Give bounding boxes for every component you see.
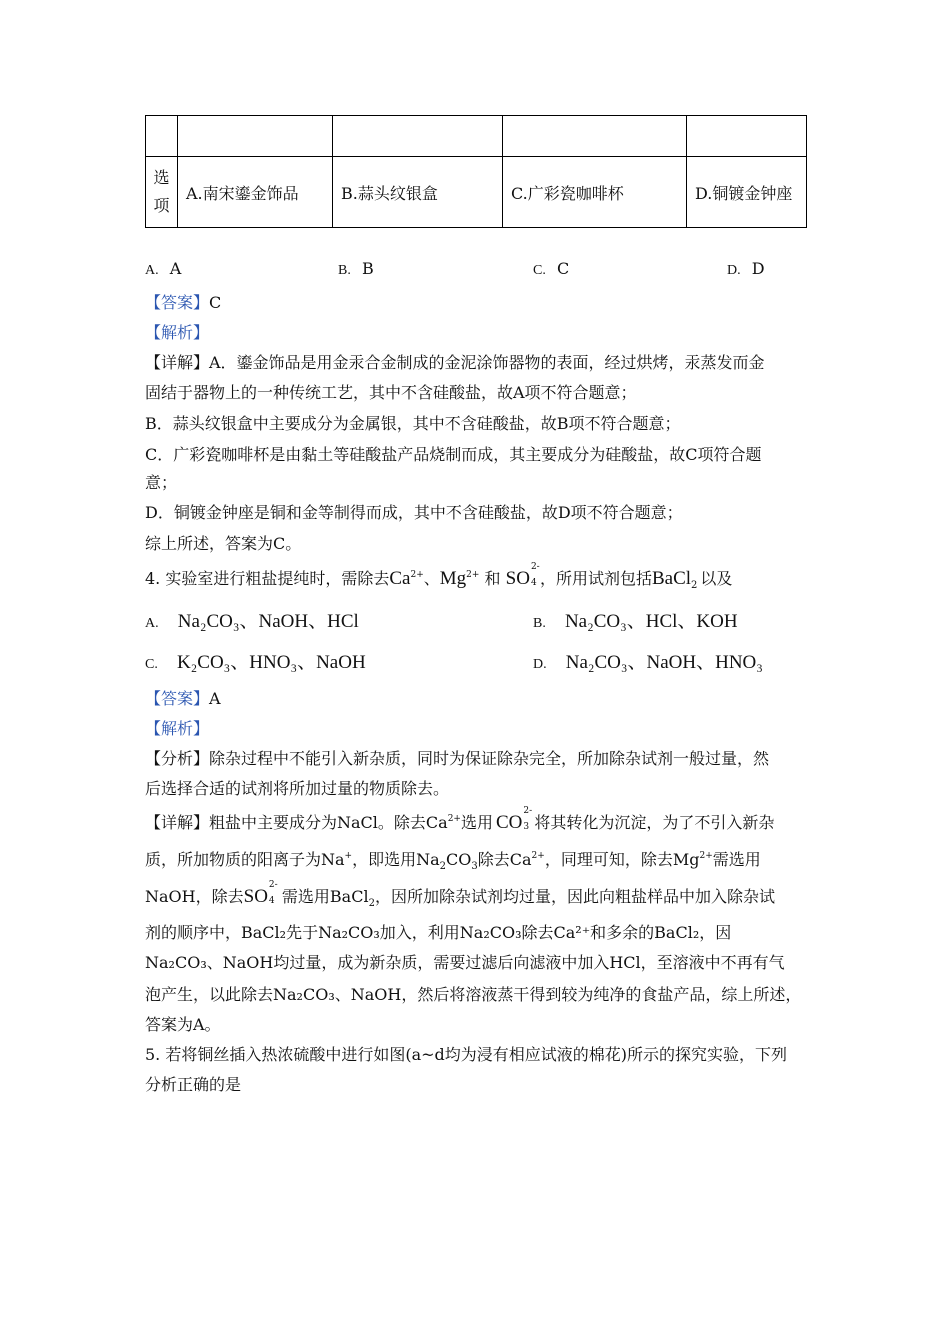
row-label-top: 选 xyxy=(153,168,170,187)
charge: 2- xyxy=(530,562,540,572)
choice-letter: A. xyxy=(145,263,159,278)
stem-text: ，所用试剂包括 xyxy=(539,569,652,588)
option-cell-c: C.广彩瓷咖啡杯 xyxy=(503,157,687,228)
ion-scripts xyxy=(522,806,534,832)
q5-stem-line: 5. 若将铜丝插入热浓硫酸中进行如图(a~d均为浸有相应试液的棉花)所示的探究实验，下列 xyxy=(145,1045,788,1064)
detail-text: 除去Ca xyxy=(477,850,532,869)
row-label xyxy=(146,157,178,228)
subscript: 4 xyxy=(268,896,275,906)
subscript: 3 xyxy=(523,822,530,832)
charge: 2+ xyxy=(699,851,713,861)
option-letter: B. xyxy=(533,616,546,631)
q4-detail-line-7: 答案为A。 xyxy=(145,1015,221,1034)
q3-detail-line: C．广彩瓷咖啡杯是由黏土等硅酸盐产品烧制而成，其主要成分为硅酸盐，故C项符合题 xyxy=(145,445,762,464)
answer-tag: 【答案】 xyxy=(145,689,210,708)
detail-text: ，因所加除杂试剂均过量，因此向粗盐样品中加入除杂试 xyxy=(374,887,775,906)
formula-co3: CO xyxy=(495,812,523,833)
q4-analysis-tag: 【解析】 xyxy=(145,719,210,738)
detail-text: 【详解】粗盐中主要成分为NaCl。除去Ca xyxy=(145,813,448,832)
subscript: 2 xyxy=(439,861,447,872)
detail-text: NaOH，除去 xyxy=(145,887,244,906)
q4-stem xyxy=(145,562,733,591)
q3-detail-line: 【详解】A．鎏金饰品是用金汞合金制成的金泥涂饰器物的表面，经过烘烤，汞蒸发而金 xyxy=(145,353,765,372)
charge: 2- xyxy=(268,880,278,890)
choice-d[interactable] xyxy=(727,259,765,279)
answer-value: C xyxy=(209,293,222,312)
choice-letter: B. xyxy=(338,263,351,278)
option-cell-b: B.蒜头纹银盒 xyxy=(333,157,503,228)
q4-option-d[interactable] xyxy=(533,647,763,674)
q3-detail-line: 意； xyxy=(145,473,178,492)
detail-text: ，即选用Na xyxy=(352,850,440,869)
stem-text: 4. 实验室进行粗盐提纯时，需除去 xyxy=(145,569,390,588)
q5-stem-line: 分析正确的是 xyxy=(145,1075,242,1094)
q3-detail-line: 固结于器物上的一种传统工艺，其中不含硅酸盐，故A项不符合题意； xyxy=(145,383,637,402)
table-row xyxy=(146,157,807,228)
choice-value: D xyxy=(751,259,765,278)
q4-detail-line-6: 泡产生，以此除去Na₂CO₃、NaOH，然后将溶液蒸干得到较为纯净的食盐产品，综上所述， xyxy=(145,985,802,1004)
choice-value: C xyxy=(556,259,570,278)
q4-fenxi-line: 【分析】除杂过程中不能引入新杂质，同时为保证除杂完全，所加除杂试剂一般过量，然 xyxy=(145,749,770,768)
formula-so4: SO xyxy=(505,568,530,589)
table-cell xyxy=(687,116,807,157)
option-letter: A. xyxy=(145,616,159,631)
option-text: Na₂CO₃、NaOH、HCl xyxy=(177,611,359,632)
table-cell xyxy=(333,116,503,157)
table-cell xyxy=(178,116,333,157)
q3-detail-line: 综上所述，答案为C。 xyxy=(145,534,302,553)
options-table xyxy=(145,115,807,228)
q3-detail-line: B．蒜头纹银盒中主要成分为金属银，其中不含硅酸盐，故B项不符合题意； xyxy=(145,414,681,433)
charge: + xyxy=(344,851,353,861)
q4-option-c[interactable] xyxy=(145,647,366,674)
q3-analysis-tag: 【解析】 xyxy=(145,323,210,342)
q4-detail-line-5: Na₂CO₃、NaOH均过量，成为新杂质，需要过滤后向滤液中加入HCl，至溶液中不再有气 xyxy=(145,953,785,972)
subscript: 4 xyxy=(530,578,537,588)
option-letter: D. xyxy=(533,657,547,672)
charge: 2+ xyxy=(531,851,545,861)
answer-tag: 【答案】 xyxy=(145,293,210,312)
option-text: K₂CO₃、HNO₃、NaOH xyxy=(176,652,366,673)
ion-scripts xyxy=(268,880,282,906)
table-cell xyxy=(503,116,687,157)
detail-text: 需选用BaCl xyxy=(281,887,369,906)
choice-value: A xyxy=(169,259,182,278)
q4-detail-line-1 xyxy=(145,806,775,834)
choice-c[interactable] xyxy=(533,259,569,279)
formula-so4: SO xyxy=(243,886,268,907)
q3-answer xyxy=(145,290,221,313)
q4-answer xyxy=(145,686,221,709)
option-text: Na₂CO₃、HCl、KOH xyxy=(564,611,738,632)
option-cell-a: A.南宋鎏金饰品 xyxy=(178,157,333,228)
choice-b[interactable] xyxy=(338,259,374,279)
formula-bacl2: BaCl xyxy=(651,568,692,589)
option-letter: C. xyxy=(145,657,158,672)
detail-text: 质，所加物质的阳离子为Na xyxy=(145,850,345,869)
ion-scripts xyxy=(530,562,540,588)
charge: 2- xyxy=(523,806,533,816)
choice-letter: D. xyxy=(727,263,741,278)
answer-value: A xyxy=(209,689,221,708)
table-header-row xyxy=(146,116,807,157)
stem-text: 和 xyxy=(484,569,501,588)
option-cell-d: D.铜镀金钟座 xyxy=(687,157,807,228)
choice-letter: C. xyxy=(533,263,546,278)
charge: 2+ xyxy=(447,814,461,824)
option-text: Na₂CO₃、NaOH、HNO₃ xyxy=(565,652,763,673)
q4-fenxi-line: 后选择合适的试剂将所加过量的物质除去。 xyxy=(145,779,450,798)
choice-value: B xyxy=(361,259,374,278)
q4-detail-line-4: 剂的顺序中，BaCl₂先于Na₂CO₃加入，利用Na₂CO₃除去Ca²⁺和多余的BaCl₂，因 xyxy=(145,923,732,942)
detail-text: 将其转化为沉淀，为了不引入新杂 xyxy=(534,813,775,832)
table-cell xyxy=(146,116,178,157)
stem-text: 以及 xyxy=(700,569,733,588)
q4-option-b[interactable] xyxy=(533,606,738,633)
detail-text: CO xyxy=(446,850,472,869)
q4-option-a[interactable] xyxy=(145,606,359,633)
detail-text: 选用 xyxy=(460,813,493,832)
q3-detail-line: D．铜镀金钟座是铜和金等制得而成，其中不含硅酸盐，故D项不符合题意； xyxy=(145,503,683,522)
subscript: 2 xyxy=(691,580,698,591)
formula-mg: Mg xyxy=(439,568,467,589)
formula-ca: Ca xyxy=(389,568,411,589)
charge: 2+ xyxy=(466,570,480,580)
charge: 2+ xyxy=(410,570,424,580)
separator: 、 xyxy=(423,569,440,588)
q4-detail-line-3 xyxy=(145,880,775,909)
row-label-bottom: 项 xyxy=(153,196,170,215)
detail-text: ，同理可知，除去Mg xyxy=(544,850,700,869)
subscript: 3 xyxy=(471,861,478,872)
choice-a[interactable] xyxy=(145,259,181,279)
q4-detail-line-2 xyxy=(145,847,761,872)
detail-text: 需选用 xyxy=(712,850,761,869)
subscript: 2 xyxy=(368,898,375,909)
